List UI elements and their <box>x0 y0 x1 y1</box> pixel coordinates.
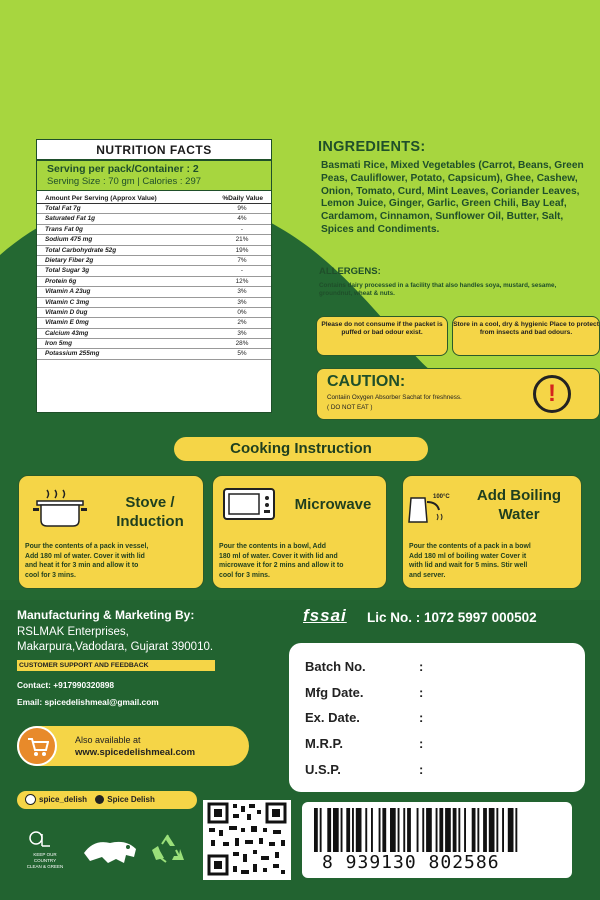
batch-colon: : <box>419 659 424 674</box>
caution-box <box>316 368 600 420</box>
svg-text:KEEP OUR: KEEP OUR <box>33 852 57 857</box>
nutrient-daily-value: 3% <box>237 298 247 306</box>
nutrition-row <box>37 246 271 256</box>
microwave-icon <box>223 488 275 520</box>
customer-support-label: CUSTOMER SUPPORT AND FEEDBACK <box>17 660 215 671</box>
nutrient-daily-value: 28% <box>235 340 249 348</box>
barcode-bar <box>333 808 339 852</box>
nutrition-row <box>37 339 271 349</box>
warning-icon: ! <box>533 375 571 413</box>
nutrition-row <box>37 277 271 287</box>
barcode-bar <box>445 808 451 852</box>
barcode-number: 8 939130 802586 <box>322 852 500 873</box>
nutrient-name: Saturated Fat 1g <box>45 215 96 223</box>
caution-line-2: ( DO NOT EAT ) <box>327 404 373 411</box>
nutrition-row <box>37 204 271 214</box>
barcode-bar <box>515 808 517 852</box>
nutrient-name: Potassium 255mg <box>45 350 100 358</box>
company-address: Makarpura,Vadodara, Gujarat 390010. <box>17 640 214 653</box>
barcode-bar <box>426 808 432 852</box>
serving-per-pack: Serving per pack/Container : 2 <box>37 161 271 176</box>
facebook-handle[interactable]: Spice Delish <box>107 795 155 804</box>
barcode-bar <box>320 808 322 852</box>
caution-title: CAUTION: <box>327 373 406 390</box>
nutrient-daily-value: 7% <box>237 256 247 264</box>
usp-label: U.S.P. <box>305 762 341 777</box>
recycle-icon <box>150 832 186 866</box>
barcode-bar <box>341 808 343 852</box>
barcode-bar <box>403 808 405 852</box>
svg-text:COUNTRY: COUNTRY <box>33 858 57 863</box>
barcode-bar <box>407 808 411 852</box>
nutrient-daily-value: 21% <box>235 236 249 244</box>
barcode-bar <box>352 808 354 852</box>
nutrient-name: Total Carbohydrate 52g <box>45 246 117 254</box>
nutrition-row <box>37 349 271 359</box>
barcode-bar <box>496 808 498 852</box>
nutrient-name: Protein 6g <box>45 277 77 285</box>
nutrition-row <box>37 287 271 297</box>
manufacturer-address <box>17 625 213 654</box>
barcode-bar <box>417 808 419 852</box>
barcode-bar <box>458 808 460 852</box>
nutrition-row <box>37 256 271 266</box>
stove-induction-card <box>18 475 204 589</box>
svg-text:CLEAN & GREEN: CLEAN & GREEN <box>26 864 64 869</box>
boiling-title-line-2: Water <box>498 506 540 523</box>
expiry-date-label: Ex. Date. <box>305 710 360 725</box>
nutrition-row <box>37 308 271 318</box>
barcode-bar <box>483 808 487 852</box>
boiling-title-line-1: Add Boiling <box>476 487 562 504</box>
instruction-line: 180 ml of water. Cover it with lid and <box>219 552 338 560</box>
caution-line-1: Contaiin Oxygen Absorber Sachat for freshness. <box>327 394 462 401</box>
nutrient-name: Calcium 43mg <box>45 329 89 337</box>
nutrient-daily-value: 2% <box>237 319 247 327</box>
license-number: Lic No. : 1072 5997 000502 <box>367 610 537 625</box>
barcode-bar <box>356 808 362 852</box>
nutrient-daily-value: 3% <box>237 288 247 296</box>
barcode-bar <box>422 808 424 852</box>
nutrient-daily-value: 5% <box>237 350 247 358</box>
nutrient-name: Total Sugar 3g <box>45 267 90 275</box>
expiry-colon: : <box>419 710 424 725</box>
pot-icon <box>33 488 91 528</box>
do-not-consume-note: Please do not consume if the packet is puffed or bad odour exist. <box>316 316 448 356</box>
nutrient-name: Total Fat 7g <box>45 205 81 212</box>
barcode-bar <box>436 808 438 852</box>
nutrient-name: Vitamin A 23ug <box>45 288 91 296</box>
ingredients-title: INGREDIENTS: <box>318 139 426 155</box>
nutrient-daily-value: - <box>240 225 244 233</box>
nutrient-name: Sodium 475 mg <box>45 236 93 244</box>
microwave-instructions <box>219 542 343 580</box>
barcode-bar <box>314 808 318 852</box>
amount-header: Amount Per Serving (Approx Value) <box>45 195 157 202</box>
cooking-instruction-title: Cooking Instruction <box>174 437 428 461</box>
boiling-water-card <box>402 475 582 589</box>
nutrient-name: Vitamin E 0mg <box>45 319 89 327</box>
facebook-icon <box>95 795 104 804</box>
nutrient-daily-value: 0% <box>237 308 247 316</box>
instruction-line: Add 180 ml of water. Cover it with lid <box>25 552 145 560</box>
make-in-india-lion-icon <box>80 833 142 867</box>
cart-glyph-icon <box>27 737 49 757</box>
serving-size: Serving Size : 70 gm | Calories : 297 <box>37 176 271 191</box>
nutrition-row <box>37 266 271 276</box>
nutrient-name: Dietary Fiber 2g <box>45 256 94 264</box>
nutrition-row <box>37 318 271 328</box>
barcode-bar <box>502 808 504 852</box>
qr-code-pattern-icon <box>203 800 291 880</box>
nutrition-facts-panel <box>36 139 272 413</box>
mrp-label: M.R.P. <box>305 736 344 751</box>
contact-phone: Contact: +917990320898 <box>17 680 115 690</box>
barcode-bar <box>371 808 373 852</box>
barcode-bar <box>439 808 443 852</box>
instruction-line: Add 180 ml of boiling water Cover it <box>409 552 527 560</box>
nutrition-row <box>37 225 271 235</box>
barcode-bar <box>508 808 514 852</box>
instruction-line: microwave it for 2 mins and allow it to <box>219 562 344 570</box>
boiling-instructions <box>409 542 531 580</box>
barcode-bar <box>453 808 457 852</box>
instruction-line: and heat it for 3 min and allow it to <box>25 562 139 570</box>
daily-value-header: %Daily Value <box>222 195 263 202</box>
stove-title-line-2: Induction <box>116 513 184 530</box>
instruction-line: cool for 3 mins. <box>219 571 270 579</box>
barcode-bar <box>327 808 331 852</box>
mrp-colon: : <box>419 736 424 751</box>
qr-code[interactable] <box>203 800 291 880</box>
barcode-bar <box>489 808 495 852</box>
allergens-title: ALLERGENS: <box>319 266 381 277</box>
nutrient-daily-value: 3% <box>237 329 247 337</box>
nutrient-name: Vitamin D 0ug <box>45 308 88 316</box>
mfg-date-label: Mfg Date. <box>305 685 364 700</box>
instruction-line: with lid and wait for 5 mins. Stir well <box>409 562 528 570</box>
nutrient-daily-value: 9% <box>237 205 247 212</box>
barcode-bar <box>472 808 476 852</box>
microwave-title: Microwave <box>294 496 372 513</box>
temperature-label: 100°C <box>433 494 450 500</box>
usp-colon: : <box>419 762 424 777</box>
batch-info-box <box>289 643 585 792</box>
instruction-line: Pour the contents in a bowl, Add <box>219 543 326 551</box>
contact-email: Email: spicedelishmeal@gmail.com <box>17 697 159 707</box>
nutrition-row <box>37 329 271 339</box>
instruction-line: cool for 3 mins. <box>25 571 76 579</box>
nutrient-name: Trans Fat 0g <box>45 225 83 233</box>
fssai-logo: fssai <box>303 606 347 625</box>
instruction-line: Pour the contents of a pack in vessel, <box>25 543 149 551</box>
barcode-bar <box>365 808 367 852</box>
barcode-bar <box>382 808 386 852</box>
barcode-bar <box>390 808 396 852</box>
nutrient-name: Vitamin C 3mg <box>45 298 90 306</box>
barcode-bar <box>346 808 350 852</box>
batch-label: Batch No. <box>305 659 366 674</box>
nutrition-row <box>37 298 271 308</box>
instagram-handle[interactable]: spice_delish <box>39 795 88 804</box>
microwave-card <box>212 475 387 589</box>
boiling-title <box>463 486 575 524</box>
instruction-line: and server. <box>409 571 446 579</box>
nutrient-name: Iron 5mg <box>45 340 72 348</box>
barcode <box>302 802 572 878</box>
barcode-bar <box>379 808 381 852</box>
instruction-line: Pour the contents of a pack in a bowl <box>409 543 531 551</box>
stove-title <box>95 493 205 531</box>
nutrition-title: NUTRITION FACTS <box>37 140 271 161</box>
caution-text <box>327 393 527 413</box>
website-badge <box>17 726 249 766</box>
barcode-bar <box>477 808 479 852</box>
manufacturer-title: Manufacturing & Marketing By: <box>17 608 195 622</box>
nutrient-daily-value: 12% <box>235 277 249 285</box>
barcode-bar <box>398 808 400 852</box>
barcode-bars-icon <box>314 808 562 852</box>
stove-title-line-1: Stove / <box>125 494 175 511</box>
nutrition-rows <box>37 204 271 360</box>
nutrition-row <box>37 235 271 245</box>
clean-india-logo <box>20 828 70 872</box>
mfg-colon: : <box>419 685 424 700</box>
social-handles <box>17 791 197 809</box>
nutrition-row <box>37 214 271 224</box>
allergens-text: Contains dairy processed in a facility that also handles soya, mustard, sesame, groundnut, wheat & nuts. <box>319 282 557 297</box>
cart-icon <box>17 726 57 766</box>
website-link[interactable]: www.spicedelishmeal.com <box>75 747 196 758</box>
nutrient-daily-value: 19% <box>235 246 249 254</box>
nutrient-daily-value: - <box>240 267 244 275</box>
company-name: RSLMAK Enterprises, <box>17 626 129 638</box>
storage-note: Store in a cool, dry & hygienic Place to protect from insects and bad odours. <box>452 316 600 356</box>
barcode-bar <box>464 808 466 852</box>
stove-instructions <box>25 542 148 580</box>
also-available-text: Also available at <box>75 735 141 745</box>
nutrition-header-row <box>37 191 271 204</box>
instagram-icon <box>25 794 36 805</box>
ingredients-text: Basmati Rice, Mixed Vegetables (Carrot, Beans, Green Peas, Cauliflower, Potato, Capsicum), Ghee, Cashew, Onion, Tomato, Curd, Mint Leaves, Coriander Leaves, Lemon Juice, Ginger, Garlic, Green Chili, Bay Leaf, Cardamom, Cinnamon, Sunflower Oil, Butter, Salt, Spices and Condiments. <box>321 160 584 235</box>
nutrient-daily-value: 4% <box>237 215 247 223</box>
